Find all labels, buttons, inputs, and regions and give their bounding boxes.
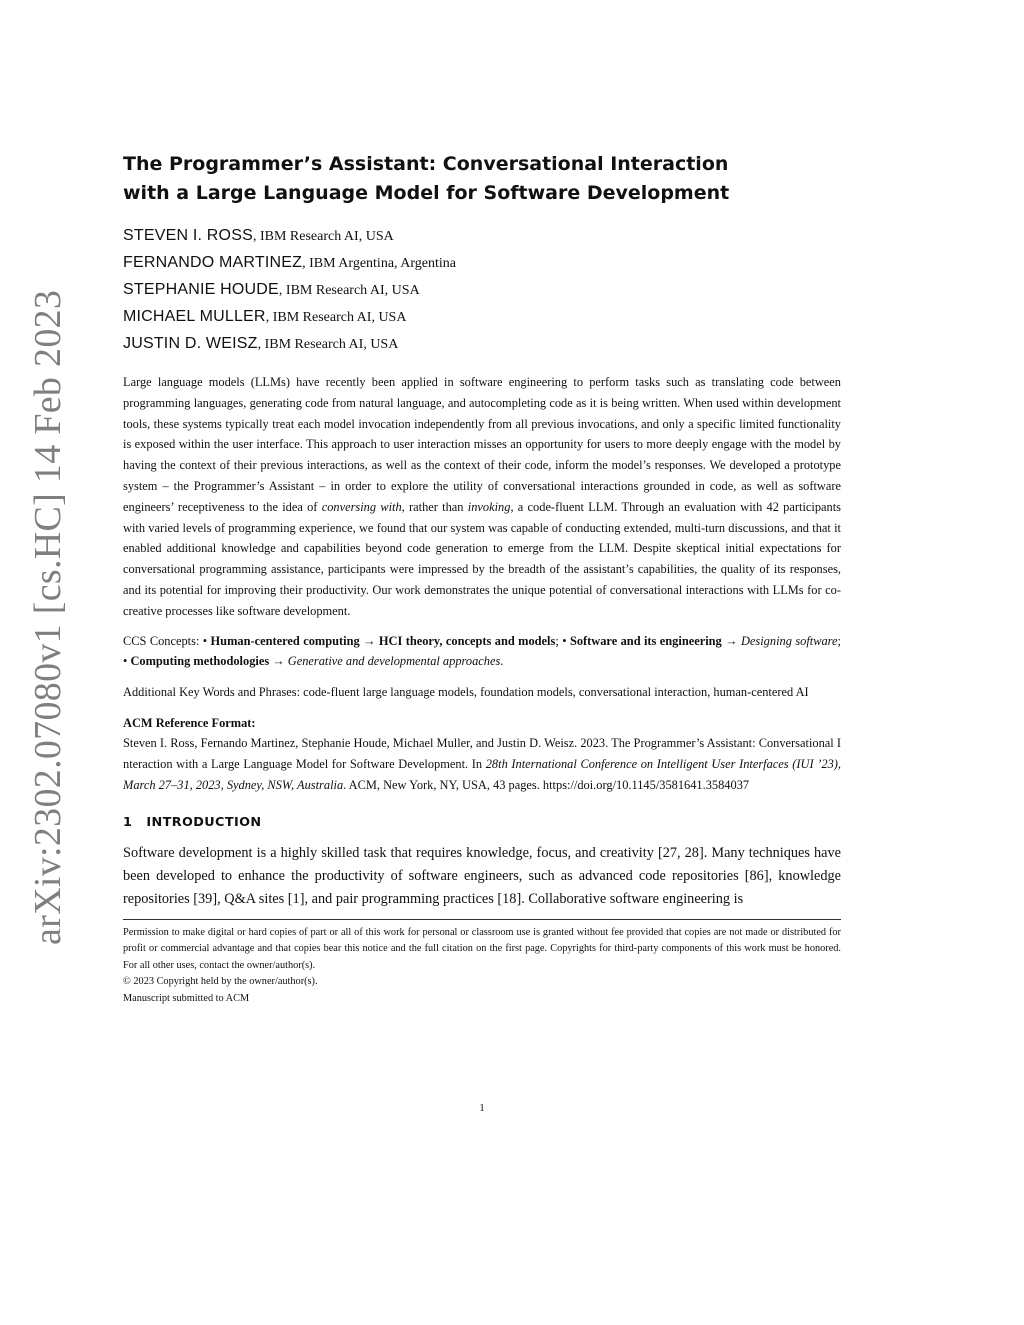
author-affiliation: IBM Research AI, USA (264, 337, 399, 352)
acm-reference-venue: 28th International Conference on Intelligent User Interfaces (IUI ’23), March 27–31, 2023, Sydney, NSW, Australia (123, 756, 841, 792)
author-entry: STEPHANIE HOUDE, IBM Research AI, USA (123, 281, 420, 298)
abstract: Large language models (LLMs) have recently been applied in software engineering to perform tasks such as translating code between programming languages, generating code from natural language, and autocompleting code as it is being written. When used within development tools, these systems typically treat each model invocation independently from all previous invocations, and only a specific limited functionality is exposed within the user interface. This approach to user interaction misses an opportunity for users to more deeply engage with the model by having the context of their previous interactions, as well as the context of their code, inform the model’s responses. We developed a prototype system – the Programmer’s Assistant – in order to explore the utility of conversational interactions grounded in code, as well as software engineers’ receptiveness to the idea of conversing with, rather than invoking, a code-fluent LLM. Through an evaluation with 42 participants with varied levels of programming experience, we found that our system was capable of conducting extended, multi-turn discussions, and that it enabled additional knowledge and capabilities beyond code generation to emerge from the LLM. Despite skeptical initial expectations for conversational programming assistance, participants were impressed by the breadth of the assistant’s capabilities, the quality of its responses, and its potential for improving their productivity. Our work demonstrates the unique potential of conversational interactions with LLMs for co-creative processes like software development. (123, 375, 841, 618)
footnote-divider (123, 919, 841, 920)
author-entry: MICHAEL MULLER, IBM Research AI, USA (123, 308, 407, 325)
acm-reference-text: Steven I. Ross, Fernando Martinez, Stephanie Houde, Michael Muller, and Justin D. Weisz. 2023. The Programmer’s Assistant: Conversational Interaction with a Large Language Model for Software Development. In 28th International Conference on Intelligent User Interfaces (IUI ’23), March 27–31, 2023, Sydney, NSW, Australia. ACM, New York, NY, USA, 43 pages. https://doi.org/10.1145/3581641.3584037 (123, 735, 841, 792)
author-name: STEVEN I. ROSS (123, 227, 253, 244)
abstract-emphasis: conversing with (321, 499, 402, 514)
author-name: STEPHANIE HOUDE (123, 281, 279, 298)
arxiv-identifier-stamp: arXiv:2302.07080v1 [cs.HC] 14 Feb 2023 (27, 289, 69, 945)
author-entry: STEVEN I. ROSS, IBM Research AI, USA (123, 227, 394, 244)
author-affiliation: IBM Research AI, USA (259, 229, 394, 244)
author-affiliation: IBM Research AI, USA (285, 283, 420, 298)
author-affiliation: IBM Argentina, Argentina (309, 256, 456, 271)
copyright-notice: © 2023 Copyright held by the owner/author(s). (123, 976, 318, 988)
paper-first-page (123, 150, 841, 1007)
author-name: JUSTIN D. WEISZ (123, 335, 258, 352)
author-list (123, 222, 841, 357)
author-name: FERNANDO MARTINEZ (123, 254, 303, 271)
abstract-emphasis: invoking (467, 499, 511, 514)
introduction-paragraph: Software development is a highly skilled task that requires knowledge, focus, and creativity [27, 28]. Many techniques have been developed to enhance the productivity of software engineers, such as advanced code repositories [86], knowledge repositories [39], Q&A sites [1], and pair programming practices [18]. Collaborative software engineering is (123, 844, 841, 907)
author-affiliation: IBM Research AI, USA (272, 310, 407, 325)
additional-keywords: Additional Key Words and Phrases: code-fluent large language models, foundation models, conversational interaction, human-centered AI (123, 685, 809, 700)
author-entry: FERNANDO MARTINEZ, IBM Argentina, Argentina (123, 254, 456, 271)
page-number: 1 (479, 1102, 485, 1114)
acm-reference-heading: ACM Reference Format: (123, 715, 256, 730)
section-title: INTRODUCTION (146, 814, 262, 830)
author-entry: JUSTIN D. WEISZ, IBM Research AI, USA (123, 335, 399, 352)
paper-title: The Programmer’s Assistant: Conversational Interaction with a Large Language Model for Software Development (123, 153, 730, 204)
section-heading-introduction (123, 812, 841, 834)
section-number: 1 (123, 814, 133, 830)
ccs-concepts: CCS Concepts: • Human-centered computing → HCI theory, concepts and models; • Software and its engineering → Designing software; • Computing methodologies → Generative and developmental approaches. (123, 633, 841, 669)
permission-notice: Permission to make digital or hard copies of part or all of this work for personal or classroom use is granted without fee provided that copies are not made or distributed for profit or commercial advantage and that copies bear this notice and the full citation on the first page. Copyrights for third-party components of this work must be honored. For all other uses, contact the owner/author(s). (123, 926, 841, 971)
author-name: MICHAEL MULLER (123, 308, 266, 325)
manuscript-notice: Manuscript submitted to ACM (123, 992, 250, 1004)
